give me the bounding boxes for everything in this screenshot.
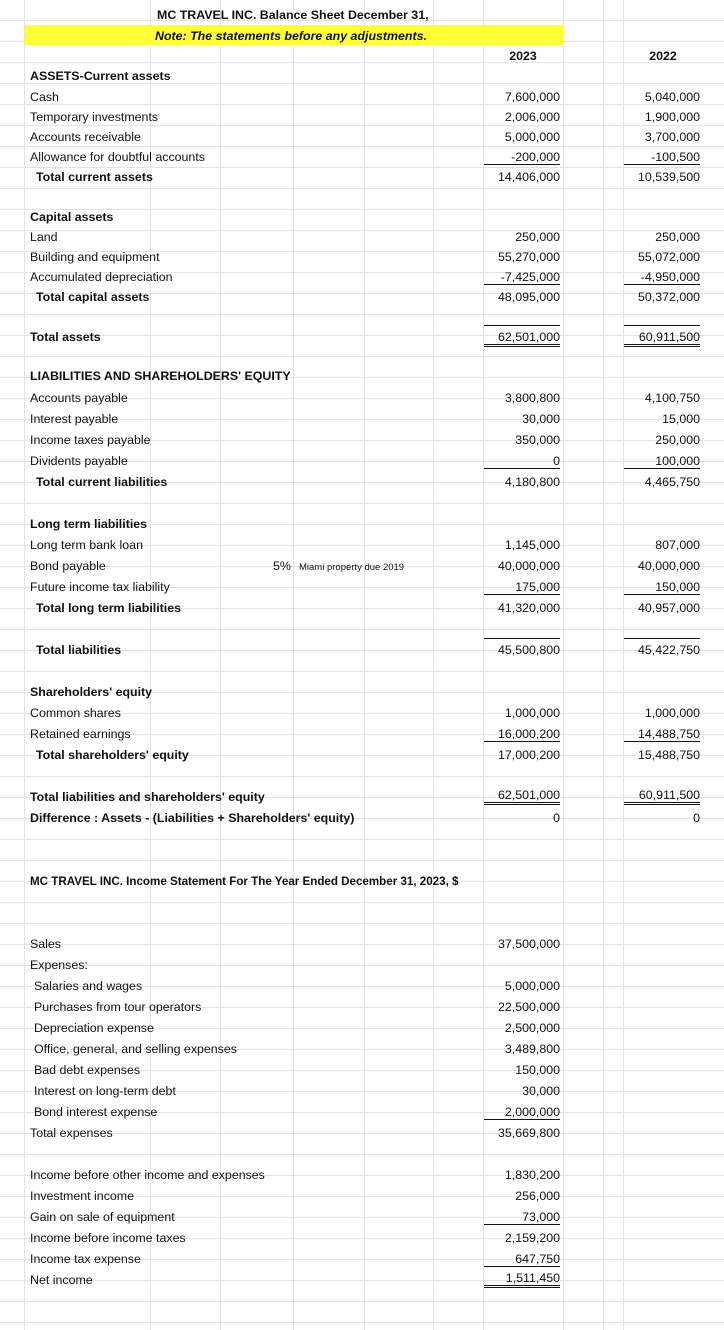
capital-assets-heading: Capital assets <box>30 210 114 224</box>
expense-label: Depreciation expense <box>34 1021 154 1035</box>
cell-2022: 1,000,000 <box>644 706 700 720</box>
cell-2022: 14,488,750 <box>624 727 700 742</box>
cell-2022: 55,072,000 <box>637 250 700 264</box>
total-label: Total shareholders' equity <box>36 748 189 762</box>
row-label: Interest payable <box>30 412 119 426</box>
other-label: Income before other income and expenses <box>30 1168 265 1182</box>
row-label: Building and equipment <box>30 250 160 264</box>
cell-2023: 350,000 <box>515 433 560 447</box>
total-le-label: Total liabilities and shareholders' equity <box>30 790 265 804</box>
equity-heading: Shareholders' equity <box>30 685 153 699</box>
row-label: Cash <box>30 90 59 104</box>
total-label: Total current liabilities <box>36 475 168 489</box>
expense-value: 150,000 <box>515 1063 560 1077</box>
expense-label: Salaries and wages <box>34 979 143 993</box>
net-income-value: 1,511,450 <box>484 1271 560 1288</box>
difference-2023: 0 <box>553 811 560 825</box>
cell-2023: 3,800,800 <box>504 391 560 405</box>
other-label: Gain on sale of equipment <box>30 1210 175 1224</box>
cell-2022: 4,100,750 <box>644 391 700 405</box>
total-2023: 17,000,200 <box>497 748 560 762</box>
cell-2023: 175,000 <box>484 580 560 595</box>
other-value: 2,159,200 <box>504 1231 560 1245</box>
other-value: 647,750 <box>484 1252 560 1267</box>
bond-rate: 5% <box>273 559 291 573</box>
row-label: Dividents payable <box>30 454 128 468</box>
balance-sheet-title: MC TRAVEL INC. Balance Sheet December 31, <box>157 8 429 22</box>
cell-2023: 1,145,000 <box>504 538 560 552</box>
cell-2023: -200,000 <box>484 150 560 165</box>
long-term-heading: Long term liabilities <box>30 517 148 531</box>
cell-2023: 16,000,200 <box>484 727 560 742</box>
total-assets-2023: 62,501,000 <box>484 325 560 347</box>
total-le-2022: 60,911,500 <box>624 788 700 805</box>
cell-2022: 100,000 <box>624 454 700 469</box>
total-label: Total current assets <box>36 170 153 184</box>
cell-2022: 250,000 <box>655 230 700 244</box>
balance-sheet-note: Note: The statements before any adjustments. <box>155 29 427 43</box>
total-2022: 10,539,500 <box>637 170 700 184</box>
current-assets-heading: ASSETS-Current assets <box>30 69 171 83</box>
cell-2022: 150,000 <box>624 580 700 595</box>
total-label: Total capital assets <box>36 290 150 304</box>
total-assets-2022: 60,911,500 <box>624 325 700 347</box>
total-2023: 14,406,000 <box>497 170 560 184</box>
other-label: Income before income taxes <box>30 1231 186 1245</box>
expense-value: 2,000,000 <box>484 1105 560 1120</box>
total-2022: 4,465,750 <box>644 475 700 489</box>
other-label: Income tax expense <box>30 1252 141 1266</box>
cell-2023: 55,270,000 <box>497 250 560 264</box>
row-label: Accounts payable <box>30 391 128 405</box>
cell-2023: 2,006,000 <box>504 110 560 124</box>
row-label: Common shares <box>30 706 121 720</box>
row-label: Bond payable <box>30 559 106 573</box>
cell-2022: 807,000 <box>655 538 700 552</box>
row-label: Accumulated depreciation <box>30 270 173 284</box>
row-label: Temporary investments <box>30 110 159 124</box>
total-le-2023: 62,501,000 <box>484 788 560 805</box>
cell-2023: 1,000,000 <box>504 706 560 720</box>
difference-label: Difference : Assets - (Liabilities + Shareholders' equity) <box>30 811 355 825</box>
expense-value: 3,489,800 <box>504 1042 560 1056</box>
total-liabilities-2023: 45,500,800 <box>484 638 560 657</box>
liabilities-heading: LIABILITIES AND SHAREHOLDERS' EQUITY <box>30 369 291 383</box>
row-label: Income taxes payable <box>30 433 151 447</box>
cell-2023: -7,425,000 <box>484 270 560 285</box>
income-statement-title: MC TRAVEL INC. Income Statement For The Year Ended December 31, 2023, $ <box>30 875 459 888</box>
row-label: Retained earnings <box>30 727 131 741</box>
net-income-label: Net income <box>30 1273 93 1287</box>
expense-value: 5,000,000 <box>504 979 560 993</box>
other-value: 1,830,200 <box>504 1168 560 1182</box>
expense-value: 22,500,000 <box>497 1000 560 1014</box>
total-assets-label: Total assets <box>30 330 101 344</box>
sales-value: 37,500,000 <box>497 937 560 951</box>
total-liabilities-2022: 45,422,750 <box>624 638 700 657</box>
total-2022: 40,957,000 <box>637 601 700 615</box>
other-value: 73,000 <box>484 1210 560 1225</box>
cell-2023: 250,000 <box>515 230 560 244</box>
total-2022: 50,372,000 <box>637 290 700 304</box>
total-2023: 48,095,000 <box>497 290 560 304</box>
total-2022: 15,488,750 <box>637 748 700 762</box>
row-label: Allowance for doubtful accounts <box>30 150 205 164</box>
cell-2023: 5,000,000 <box>504 130 560 144</box>
cell-2022: 250,000 <box>655 433 700 447</box>
expense-label: Purchases from tour operators <box>34 1000 202 1014</box>
total-2023: 41,320,000 <box>497 601 560 615</box>
row-label: Land <box>30 230 58 244</box>
bond-description: Miami property due 2019 <box>299 562 405 573</box>
expense-value: 2,500,000 <box>504 1021 560 1035</box>
sales-label: Sales <box>30 937 61 951</box>
other-value: 256,000 <box>515 1189 560 1203</box>
total-expenses-label: Total expenses <box>30 1126 113 1140</box>
cell-2022: 1,900,000 <box>644 110 700 124</box>
expense-label: Bond interest expense <box>34 1105 158 1119</box>
cell-2023: 0 <box>484 454 560 469</box>
cell-2022: -4,950,000 <box>624 270 700 285</box>
expense-label: Office, general, and selling expenses <box>34 1042 237 1056</box>
cell-2023: 7,600,000 <box>504 90 560 104</box>
cell-2023: 40,000,000 <box>497 559 560 573</box>
cell-2022: 15,000 <box>662 412 700 426</box>
cell-2022: 40,000,000 <box>637 559 700 573</box>
total-expenses-value: 35,669,800 <box>497 1126 560 1140</box>
other-label: Investment income <box>30 1189 134 1203</box>
cell-2022: -100,500 <box>624 150 700 165</box>
cell-2022: 3,700,000 <box>644 130 700 144</box>
cell-2023: 30,000 <box>522 412 560 426</box>
row-label: Long term bank loan <box>30 538 143 552</box>
expense-value: 30,000 <box>522 1084 560 1098</box>
expense-label: Interest on long-term debt <box>34 1084 176 1098</box>
row-label: Future income tax liability <box>30 580 170 594</box>
cell-2022: 5,040,000 <box>644 90 700 104</box>
total-liabilities-label: Total liabilities <box>36 643 122 657</box>
total-2023: 4,180,800 <box>504 475 560 489</box>
total-label: Total long term liabilities <box>36 601 182 615</box>
row-label: Accounts receivable <box>30 130 141 144</box>
difference-2022: 0 <box>693 811 700 825</box>
year-2022-header: 2022 <box>649 49 677 63</box>
year-2023-header: 2023 <box>509 49 537 63</box>
expense-label: Bad debt expenses <box>34 1063 141 1077</box>
expenses-heading: Expenses: <box>30 958 88 972</box>
